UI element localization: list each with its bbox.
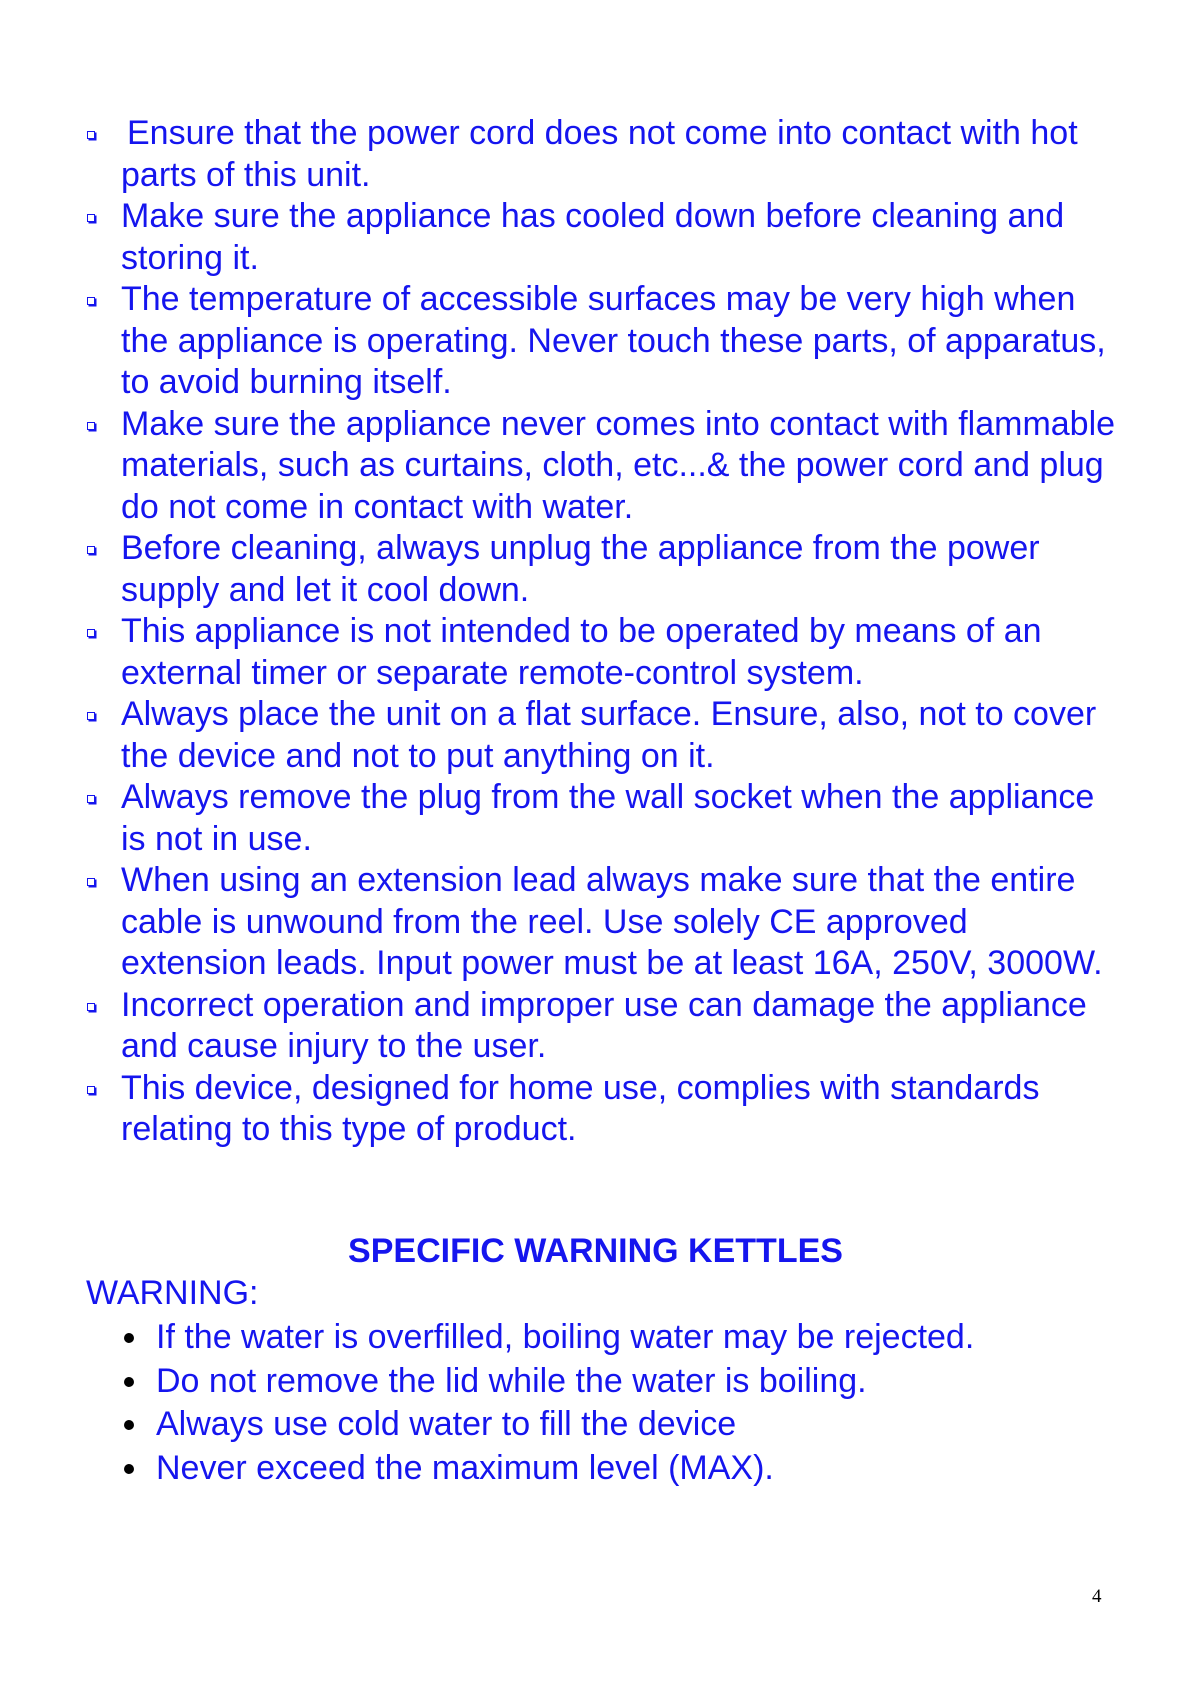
list-item bbox=[86, 1068, 1116, 1151]
warning-item-text: Never exceed the maximum level (MAX). bbox=[156, 1448, 774, 1487]
square-bullet-icon bbox=[87, 546, 95, 554]
warning-item-text: If the water is overfilled, boiling water may be rejected. bbox=[156, 1318, 975, 1356]
square-bullet-icon bbox=[87, 214, 95, 222]
list-item bbox=[86, 279, 1116, 404]
square-bullet-icon bbox=[87, 629, 95, 637]
safety-item-text: This appliance is not intended to be operated by means of an external timer or separate remote-control system. bbox=[121, 612, 1042, 692]
safety-item-text: When using an extension lead always make sure that the entire cable is unwound from the reel. Use solely CE approved extension leads. Input power must be at least 16A, 250V, 3000W. bbox=[121, 861, 1103, 982]
warning-list bbox=[122, 1316, 974, 1490]
safety-item-text: Always remove the plug from the wall socket when the appliance is not in use. bbox=[121, 778, 1095, 858]
list-item bbox=[86, 777, 1116, 860]
square-bullet-icon bbox=[87, 422, 95, 430]
page-number: 4 bbox=[1092, 1586, 1102, 1607]
list-item bbox=[86, 196, 1116, 279]
square-bullet-icon bbox=[87, 795, 95, 803]
square-bullet-icon bbox=[87, 878, 95, 886]
safety-item-text: Incorrect operation and improper use can damage the appliance and cause injury to the user. bbox=[121, 985, 1087, 1065]
safety-instructions-list bbox=[86, 113, 1116, 1151]
list-item bbox=[86, 404, 1116, 529]
safety-item-text: Ensure that the power cord does not come into contact with hot parts of this unit. bbox=[121, 114, 1078, 194]
list-item bbox=[122, 1360, 974, 1404]
list-item bbox=[86, 985, 1116, 1068]
safety-item-text: The temperature of accessible surfaces may be very high when the appliance is operating. Never touch these parts, of apparatus, to avoid burning itself. bbox=[121, 280, 1106, 401]
list-item bbox=[86, 528, 1116, 611]
list-item bbox=[122, 1447, 974, 1491]
list-item bbox=[86, 113, 1116, 196]
bullet-dot-icon bbox=[124, 1333, 134, 1343]
safety-item-text: Before cleaning, always unplug the appliance from the power supply and let it cool down. bbox=[121, 529, 1040, 609]
square-bullet-icon bbox=[87, 297, 95, 305]
safety-item-text: This device, designed for home use, complies with standards relating to this type of product. bbox=[121, 1068, 1040, 1148]
list-item bbox=[122, 1316, 974, 1360]
bullet-dot-icon bbox=[124, 1377, 134, 1387]
square-bullet-icon bbox=[87, 131, 95, 139]
safety-item-text: Make sure the appliance never comes into contact with flammable materials, such as curtains, cloth, etc...& the power cord and plug do not come in contact with water. bbox=[121, 404, 1116, 526]
safety-item-text: Make sure the appliance has cooled down before cleaning and storing it. bbox=[121, 197, 1065, 277]
warning-item-text: Always use cold water to fill the device bbox=[156, 1405, 737, 1443]
safety-item-text: Always place the unit on a flat surface. Ensure, also, not to cover the device and not to put anything on it. bbox=[121, 695, 1097, 775]
warning-item-text: Do not remove the lid while the water is boiling. bbox=[156, 1361, 867, 1400]
square-bullet-icon bbox=[87, 712, 95, 720]
bullet-dot-icon bbox=[124, 1420, 134, 1430]
list-item bbox=[86, 611, 1116, 694]
list-item bbox=[86, 694, 1116, 777]
section-heading: SPECIFIC WARNING KETTLES bbox=[348, 1232, 843, 1270]
square-bullet-icon bbox=[87, 1086, 95, 1094]
square-bullet-icon bbox=[87, 1003, 95, 1011]
bullet-dot-icon bbox=[124, 1464, 134, 1474]
list-item bbox=[86, 860, 1116, 985]
warning-label: WARNING: bbox=[86, 1274, 259, 1312]
list-item bbox=[122, 1403, 974, 1447]
